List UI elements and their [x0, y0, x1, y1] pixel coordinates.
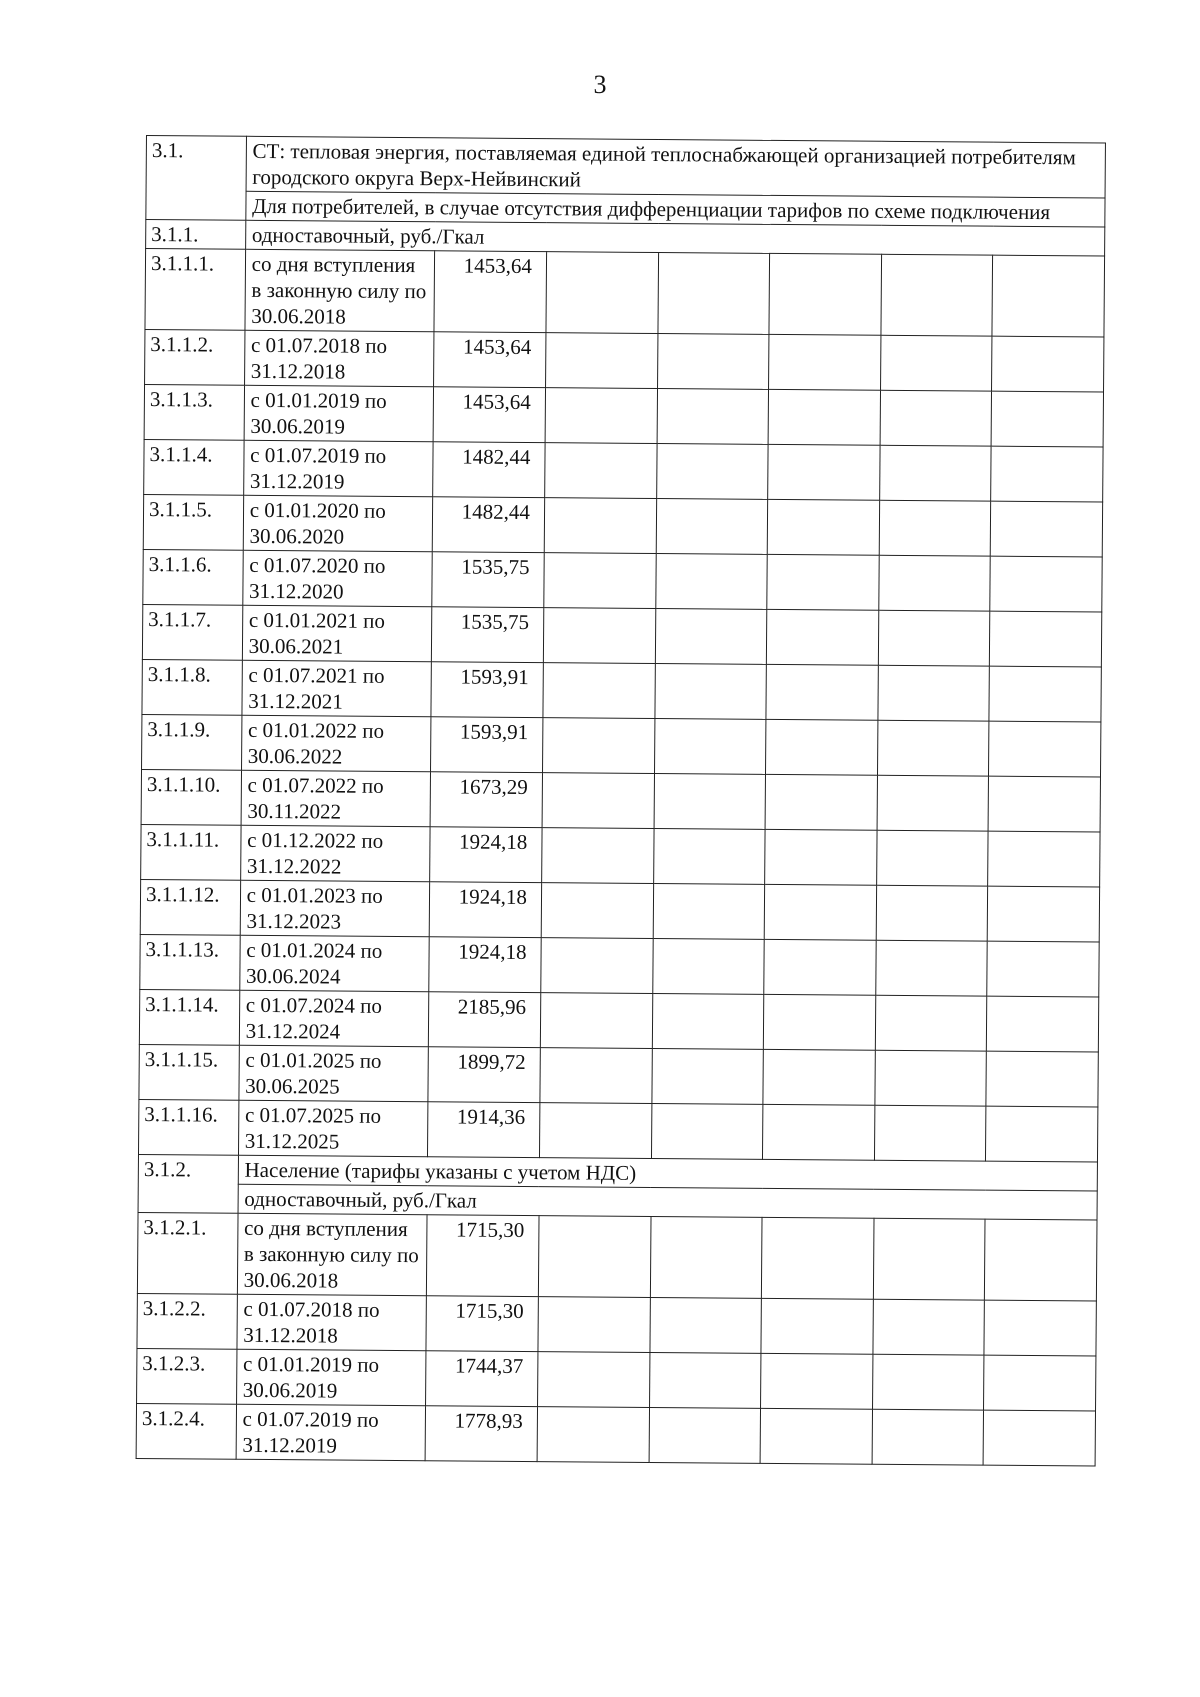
tariff-table — [136, 135, 1106, 1466]
empty-cell — [538, 1216, 650, 1298]
row-value: 1744,37 — [426, 1351, 538, 1407]
empty-cell — [763, 1104, 875, 1160]
empty-cell — [652, 939, 764, 995]
row-number: 3.1.1.13. — [140, 934, 240, 990]
empty-cell — [653, 829, 765, 885]
empty-cell — [542, 773, 654, 829]
empty-cell — [761, 1217, 873, 1299]
section-number: 3.1. — [146, 136, 246, 221]
table-row — [145, 249, 1105, 338]
group2-number: 3.1.2. — [138, 1154, 238, 1213]
empty-cell — [766, 719, 878, 775]
empty-cell — [878, 555, 990, 611]
empty-cell — [878, 610, 990, 666]
section-title-row — [146, 136, 1105, 199]
empty-cell — [768, 389, 880, 445]
row-number: 3.1.1.5. — [143, 494, 243, 550]
empty-cell — [992, 255, 1104, 337]
row-value: 1778,93 — [425, 1406, 537, 1462]
empty-cell — [873, 1218, 985, 1300]
empty-cell — [875, 940, 987, 996]
row-period: с 01.07.2024 по 31.12.2024 — [239, 990, 429, 1046]
group2-title: Население (тарифы указаны с учетом НДС) — [238, 1155, 1098, 1191]
row-value: 1914,36 — [428, 1102, 540, 1158]
empty-cell — [876, 830, 988, 886]
table-row — [142, 714, 1101, 777]
group2-label: одноставочный, руб./Гкал — [238, 1184, 1098, 1220]
empty-cell — [657, 389, 769, 445]
group1-number: 3.1.1. — [146, 220, 246, 250]
row-value: 2185,96 — [429, 992, 541, 1048]
empty-cell — [542, 718, 654, 774]
empty-cell — [880, 390, 992, 446]
empty-cell — [988, 776, 1100, 832]
empty-cell — [656, 499, 768, 555]
row-number: 3.1.1.10. — [141, 769, 241, 825]
empty-cell — [990, 556, 1102, 612]
empty-cell — [766, 609, 878, 665]
table-row — [138, 1099, 1097, 1162]
empty-cell — [537, 1352, 649, 1408]
table-row — [137, 1293, 1096, 1356]
table-row — [139, 1044, 1098, 1107]
empty-cell — [990, 501, 1102, 557]
row-number: 3.1.2.1. — [137, 1212, 237, 1294]
section-title: СТ: тепловая энергия, поставляемая единой теплоснабжающей организацией потребителям городского округа Верх-Нейвинский — [246, 136, 1106, 198]
row-period: с 01.07.2021 по 31.12.2021 — [242, 660, 432, 716]
empty-cell — [544, 498, 656, 554]
row-period: с 01.01.2025 по 30.06.2025 — [239, 1045, 429, 1101]
row-period: с 01.07.2018 по 31.12.2018 — [237, 1294, 427, 1350]
empty-cell — [769, 334, 881, 390]
empty-cell — [654, 664, 766, 720]
table-row — [141, 769, 1100, 832]
row-period: со дня вступления в законную силу по 30.06.2018 — [237, 1213, 427, 1295]
empty-cell — [651, 1103, 763, 1159]
empty-cell — [545, 443, 657, 499]
table-row — [145, 329, 1104, 392]
empty-cell — [653, 884, 765, 940]
empty-cell — [654, 719, 766, 775]
row-value: 1924,18 — [430, 882, 542, 938]
row-value: 1453,64 — [434, 332, 546, 388]
row-period: с 01.07.2020 по 31.12.2020 — [242, 550, 432, 606]
row-number: 3.1.1.4. — [144, 439, 244, 495]
empty-cell — [760, 1408, 872, 1464]
empty-cell — [651, 1049, 763, 1105]
table-row — [142, 604, 1101, 667]
empty-cell — [985, 1219, 1097, 1301]
group1-label: одноставочный, руб./Гкал — [245, 220, 1105, 256]
row-period: с 01.01.2021 по 30.06.2021 — [242, 605, 432, 661]
row-value: 1535,75 — [432, 552, 544, 608]
row-period: с 01.01.2019 по 30.06.2019 — [244, 385, 434, 441]
empty-cell — [542, 828, 654, 884]
row-value: 1593,91 — [431, 662, 543, 718]
empty-cell — [649, 1297, 761, 1353]
empty-cell — [650, 1216, 762, 1298]
row-number: 3.1.1.7. — [142, 604, 242, 660]
row-value: 1715,30 — [426, 1296, 538, 1352]
row-number: 3.1.1.16. — [138, 1099, 238, 1155]
table-row — [137, 1348, 1096, 1411]
empty-cell — [983, 1410, 1095, 1466]
empty-cell — [540, 993, 652, 1049]
table-row — [142, 659, 1101, 722]
row-number: 3.1.1.6. — [143, 549, 243, 605]
empty-cell — [765, 829, 877, 885]
empty-cell — [877, 775, 989, 831]
empty-cell — [649, 1352, 761, 1408]
empty-cell — [984, 1300, 1096, 1356]
table-row — [143, 549, 1102, 612]
row-period: с 01.07.2018 по 31.12.2018 — [244, 330, 434, 386]
row-period: с 01.01.2019 по 30.06.2019 — [236, 1349, 426, 1405]
empty-cell — [987, 886, 1099, 942]
row-number: 3.1.1.8. — [142, 659, 242, 715]
row-value: 1453,64 — [434, 251, 546, 333]
empty-cell — [539, 1103, 651, 1159]
empty-cell — [761, 1353, 873, 1409]
empty-cell — [991, 391, 1103, 447]
row-number: 3.1.2.3. — [137, 1348, 237, 1404]
row-number: 3.1.2.2. — [137, 1293, 237, 1349]
empty-cell — [763, 1049, 875, 1105]
row-value: 1453,64 — [433, 387, 545, 443]
row-number: 3.1.1.1. — [145, 249, 245, 331]
row-number: 3.1.1.15. — [139, 1044, 239, 1100]
empty-cell — [769, 253, 881, 335]
empty-cell — [543, 663, 655, 719]
empty-cell — [881, 254, 993, 336]
row-value: 1924,18 — [430, 827, 542, 883]
row-number: 3.1.1.3. — [144, 384, 244, 440]
empty-cell — [990, 611, 1102, 667]
table-row — [144, 439, 1103, 502]
empty-cell — [877, 720, 989, 776]
empty-cell — [874, 1105, 986, 1161]
empty-cell — [872, 1409, 984, 1465]
empty-cell — [872, 1354, 984, 1410]
empty-cell — [988, 831, 1100, 887]
empty-cell — [878, 665, 990, 721]
table-row — [140, 879, 1099, 942]
empty-cell — [989, 721, 1101, 777]
row-value: 1924,18 — [429, 937, 541, 993]
empty-cell — [984, 1355, 1096, 1411]
empty-cell — [766, 664, 878, 720]
empty-cell — [657, 334, 769, 390]
row-value: 1593,91 — [431, 717, 543, 773]
empty-cell — [657, 253, 769, 335]
empty-cell — [538, 1297, 650, 1353]
table-row — [136, 1403, 1095, 1466]
row-period: с 01.01.2024 по 30.06.2024 — [239, 935, 429, 991]
row-value: 1482,44 — [433, 442, 545, 498]
row-period: с 01.07.2019 по 31.12.2019 — [243, 440, 433, 496]
empty-cell — [537, 1407, 649, 1463]
row-period: с 01.12.2022 по 31.12.2022 — [240, 825, 430, 881]
row-period: с 01.07.2022 по 30.11.2022 — [241, 770, 431, 826]
empty-cell — [764, 884, 876, 940]
empty-cell — [655, 609, 767, 665]
row-value: 1482,44 — [433, 497, 545, 553]
empty-cell — [761, 1298, 873, 1354]
empty-cell — [876, 885, 988, 941]
row-value: 1535,75 — [432, 607, 544, 663]
empty-cell — [541, 938, 653, 994]
empty-cell — [763, 994, 875, 1050]
row-value: 1899,72 — [428, 1047, 540, 1103]
empty-cell — [655, 554, 767, 610]
row-value: 1673,29 — [430, 772, 542, 828]
row-number: 3.1.1.2. — [145, 329, 245, 385]
row-period: со дня вступления в законную силу по 30.06.2018 — [245, 249, 435, 331]
row-number: 3.1.1.9. — [142, 714, 242, 770]
empty-cell — [543, 608, 655, 664]
empty-cell — [986, 1106, 1098, 1162]
empty-cell — [541, 883, 653, 939]
empty-cell — [546, 252, 658, 334]
section-subtitle: Для потребителей, в случае отсутствия дифференциации тарифов по схеме подключения — [246, 191, 1106, 227]
empty-cell — [764, 939, 876, 995]
empty-cell — [992, 336, 1104, 392]
row-number: 3.1.1.12. — [140, 879, 240, 935]
empty-cell — [765, 774, 877, 830]
empty-cell — [879, 445, 991, 501]
empty-cell — [767, 499, 879, 555]
row-value: 1715,30 — [427, 1215, 539, 1297]
empty-cell — [875, 995, 987, 1051]
row-period: с 01.07.2025 по 31.12.2025 — [238, 1100, 428, 1156]
row-period: с 01.01.2023 по 31.12.2023 — [240, 880, 430, 936]
row-period: с 01.01.2022 по 30.06.2022 — [241, 715, 431, 771]
row-number: 3.1.1.14. — [139, 989, 239, 1045]
page-number: 3 — [593, 70, 607, 99]
row-period: с 01.07.2019 по 31.12.2019 — [236, 1404, 426, 1460]
table-row — [139, 989, 1098, 1052]
empty-cell — [545, 333, 657, 389]
row-number: 3.1.2.4. — [136, 1403, 236, 1459]
empty-cell — [540, 1048, 652, 1104]
table-row — [143, 494, 1102, 557]
empty-cell — [544, 553, 656, 609]
empty-cell — [986, 1051, 1098, 1107]
empty-cell — [654, 774, 766, 830]
empty-cell — [880, 335, 992, 391]
empty-cell — [987, 941, 1099, 997]
row-period: с 01.01.2020 по 30.06.2020 — [243, 495, 433, 551]
empty-cell — [987, 996, 1099, 1052]
empty-cell — [656, 444, 768, 500]
empty-cell — [989, 666, 1101, 722]
empty-cell — [545, 388, 657, 444]
empty-cell — [875, 1050, 987, 1106]
table-row — [140, 934, 1099, 997]
table-row — [141, 824, 1100, 887]
empty-cell — [879, 500, 991, 556]
table-row — [144, 384, 1103, 447]
empty-cell — [767, 554, 879, 610]
row-number: 3.1.1.11. — [141, 824, 241, 880]
empty-cell — [652, 994, 764, 1050]
empty-cell — [991, 446, 1103, 502]
empty-cell — [649, 1407, 761, 1463]
table-row — [137, 1212, 1097, 1301]
empty-cell — [768, 444, 880, 500]
empty-cell — [873, 1299, 985, 1355]
